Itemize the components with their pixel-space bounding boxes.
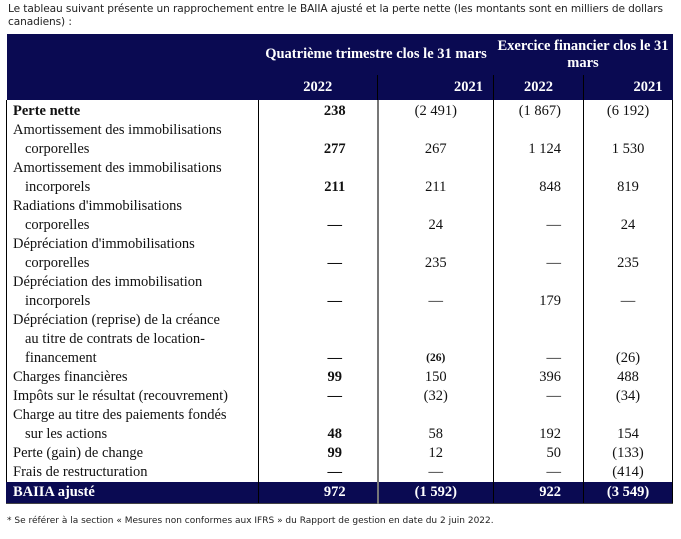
cell-value: (26)	[378, 311, 494, 368]
row-label-continuation: corporelles	[25, 141, 90, 157]
reconciliation-table	[6, 34, 673, 504]
table-row	[7, 463, 673, 482]
cell-value: —	[327, 293, 342, 309]
row-label	[7, 311, 259, 368]
cell-value: 99	[327, 369, 342, 385]
table-row	[7, 406, 673, 444]
cell-value: —	[378, 273, 494, 311]
header-year: 2021	[378, 75, 494, 100]
table-row	[7, 273, 673, 311]
cell-value: —	[494, 235, 584, 273]
cell-value: —	[327, 217, 342, 233]
cell-value: 488	[584, 368, 673, 387]
row-label-continuation: incorporels	[25, 293, 91, 309]
cell-value: 24	[584, 197, 673, 235]
table-row	[7, 197, 673, 235]
table-row	[7, 368, 673, 387]
cell-value: —	[327, 255, 342, 271]
table-row	[7, 387, 673, 406]
cell-value: 99	[327, 445, 342, 461]
cell-value: 211	[378, 159, 494, 197]
cell-value: (26)	[584, 311, 673, 368]
table-row	[7, 311, 673, 368]
row-label	[7, 406, 259, 444]
cell-value: —	[494, 387, 584, 406]
row-label-continuation: corporelles	[25, 255, 90, 271]
row-label	[7, 235, 259, 273]
cell-value: 1 124	[494, 121, 584, 159]
table-row	[7, 235, 673, 273]
cell-value: (414)	[584, 463, 673, 482]
row-label	[7, 444, 259, 463]
header-row-groups	[7, 34, 673, 75]
row-label-continuation: corporelles	[25, 217, 90, 233]
cell-value: (32)	[378, 387, 494, 406]
cell-value: —	[494, 463, 584, 482]
header-row-years	[7, 75, 673, 100]
row-label-text: Amortissement des immobilisations	[13, 160, 222, 176]
row-label-text: Dépréciation (reprise) de la créance	[13, 312, 220, 328]
row-label	[7, 368, 259, 387]
cell-value: 235	[378, 235, 494, 273]
cell-value: (1 867)	[494, 100, 584, 121]
row-label-text: Amortissement des immobilisations	[13, 122, 222, 138]
cell-value: (2 491)	[378, 100, 494, 121]
header-year: 2022	[259, 75, 378, 100]
row-label-text: Charge au titre des paiements fondés	[13, 407, 227, 423]
row-label-continuation: financement	[25, 350, 97, 366]
cell-value: (34)	[584, 387, 673, 406]
cell-value: 48	[327, 426, 342, 442]
row-label	[7, 387, 259, 406]
row-label	[7, 159, 259, 197]
cell-value: 267	[378, 121, 494, 159]
cell-value: 12	[378, 444, 494, 463]
cell-value: 238	[323, 103, 346, 119]
cell-value: 154	[584, 406, 673, 444]
cell-value: —	[494, 311, 584, 368]
header-fiscal-year: Exercice financier clos le 31 mars	[494, 34, 673, 75]
cell-value: 58	[378, 406, 494, 444]
cell-value: —	[327, 464, 342, 480]
cell-value: 1 530	[584, 121, 673, 159]
total-value: (1 592)	[378, 482, 494, 504]
cell-value: (6 192)	[584, 100, 673, 121]
intro-text: Le tableau suivant présente un rapprochement entre le BAIIA ajusté et la perte nette (les montants sont en milliers de dollars canadiens) :	[8, 3, 663, 28]
header-blank	[7, 34, 259, 75]
header-blank-2	[7, 75, 259, 100]
table-row	[7, 159, 673, 197]
cell-value: 235	[584, 235, 673, 273]
row-label	[7, 463, 259, 482]
row-label-text: Charges financières	[13, 369, 128, 385]
cell-value: 179	[494, 273, 584, 311]
row-label	[7, 197, 259, 235]
table-row	[7, 444, 673, 463]
row-label-text: Radiations d'immobilisations	[13, 198, 182, 214]
header-year: 2022	[494, 75, 584, 100]
cell-value: 150	[378, 368, 494, 387]
cell-value: 24	[378, 197, 494, 235]
total-label: BAIIA ajusté	[7, 482, 259, 504]
total-value: (3 549)	[584, 482, 673, 504]
row-label-text: Perte nette	[13, 103, 81, 119]
row-label	[7, 121, 259, 159]
cell-value: 819	[584, 159, 673, 197]
row-label	[7, 273, 259, 311]
table-row	[7, 100, 673, 121]
row-label-text: Frais de restructuration	[13, 464, 148, 480]
cell-value: —	[378, 463, 494, 482]
row-label-text: Impôts sur le résultat (recouvrement)	[13, 388, 229, 404]
cell-value: 50	[494, 444, 584, 463]
row-label-continuation: au titre de contrats de location-	[25, 331, 205, 347]
total-value: 922	[494, 482, 584, 504]
row-label-text: Dépréciation d'immobilisations	[13, 236, 195, 252]
cell-value: —	[494, 197, 584, 235]
header-year: 2021	[584, 75, 673, 100]
row-label-continuation: sur les actions	[25, 426, 108, 442]
row-label-text: Dépréciation des immobilisation	[13, 274, 203, 290]
cell-value: —	[327, 388, 342, 404]
row-label-continuation: incorporels	[25, 179, 91, 195]
row-label-text: Perte (gain) de change	[13, 445, 144, 461]
table-row	[7, 121, 673, 159]
total-value: 972	[259, 482, 378, 504]
cell-value: (133)	[584, 444, 673, 463]
cell-value: 192	[494, 406, 584, 444]
row-label	[7, 100, 259, 121]
cell-value: 396	[494, 368, 584, 387]
total-row	[7, 482, 673, 504]
footnote: * Se référer à la section « Mesures non conformes aux IFRS » du Rapport de gestion en date du 2 juin 2022.	[7, 516, 494, 526]
header-fourth-quarter: Quatrième trimestre clos le 31 mars	[259, 34, 494, 75]
cell-value: —	[584, 273, 673, 311]
cell-value: 211	[324, 179, 346, 195]
cell-value: 277	[323, 141, 346, 157]
cell-value: 848	[494, 159, 584, 197]
cell-value: —	[327, 350, 342, 366]
